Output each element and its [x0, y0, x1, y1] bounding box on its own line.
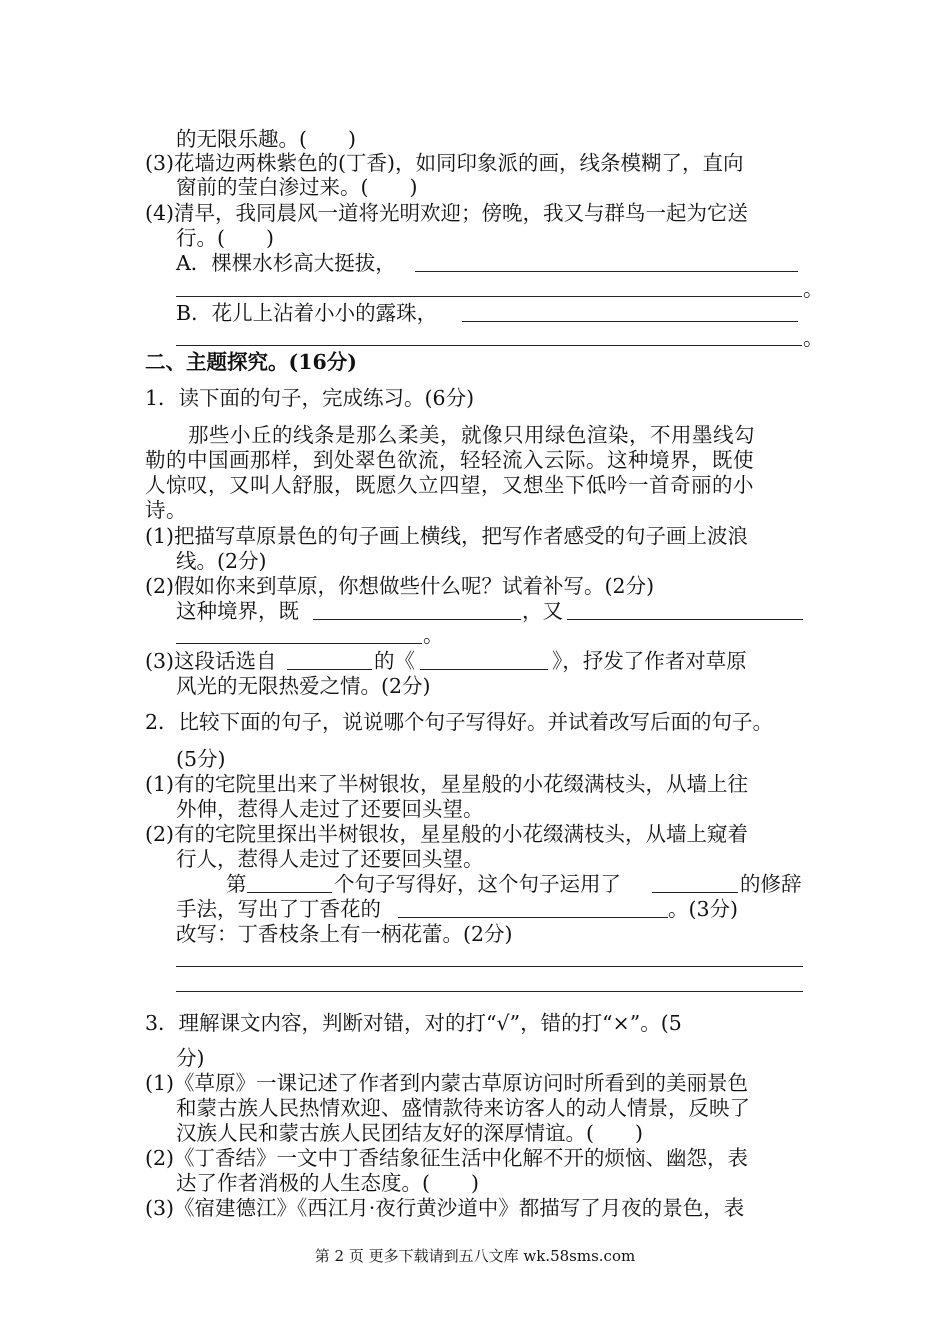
answer-blank[interactable]	[567, 619, 803, 620]
page-footer: 第 2 页 更多下载请到五八文库 wk.58sms.com	[314, 1247, 636, 1265]
text-line: 行人，惹得人走过了还要回头望。	[176, 847, 484, 871]
text-line: 的无限乐趣。( )	[176, 127, 356, 151]
option-a-label: A．棵棵水杉高大挺拔，	[176, 251, 396, 275]
period-mark: 。	[803, 326, 824, 350]
text-line: 外伸，惹得人走过了还要回头望。	[176, 797, 484, 821]
text-line: (5分)	[176, 747, 226, 771]
text-line: (3)花墙边两株紫色的(丁香)，如同印象派的画，线条模糊了，直向	[145, 151, 744, 175]
text-line: 手法，写出了丁香花的	[176, 897, 381, 921]
period-mark: 。	[803, 277, 824, 301]
passage-line: 勒的中国画那样，到处翠色欲流，轻轻流入云际。这种境界，既使	[145, 448, 754, 472]
answer-blank[interactable]	[398, 917, 668, 918]
passage-line: 那些小丘的线条是那么柔美，就像只用绿色渲染，不用墨线勾	[188, 423, 755, 447]
answer-blank[interactable]	[415, 271, 798, 272]
text-line: 改写：丁香枝条上有一柄花蕾。(2分)	[176, 922, 513, 946]
text-line: (1)把描写草原景色的句子画上横线，把写作者感受的句子画上波浪	[145, 524, 749, 548]
period-mark: 。	[423, 623, 444, 647]
answer-blank[interactable]	[247, 892, 332, 893]
answer-blank[interactable]	[420, 669, 548, 670]
text-line: 窗前的莹白渗过来。( )	[176, 175, 418, 199]
text-line: (2)《丁香结》一文中丁香结象征生活中化解不开的烦恼、幽怨，表	[145, 1146, 749, 1170]
text-line: ，又	[522, 599, 563, 623]
answer-blank[interactable]	[313, 619, 521, 620]
text-line: 风光的无限热爱之情。(2分)	[176, 674, 431, 698]
answer-blank[interactable]	[287, 669, 372, 670]
text-line: (4)清早，我同晨风一道将光明欢迎；傍晚，我又与群鸟一起为它送	[145, 201, 749, 225]
answer-blank[interactable]	[176, 966, 803, 967]
answer-blank[interactable]	[176, 643, 422, 644]
text-line: 这种境界，既	[176, 599, 299, 623]
text-line: (2)有的宅院里探出半树银妆，星星般的小花缀满枝头，从墙上窥着	[145, 822, 749, 846]
text-line: 行。( )	[176, 226, 274, 250]
text-line: 和蒙古族人民热情欢迎、盛情款待来访客人的动人情景，反映了	[176, 1096, 750, 1120]
text-line: 达了作者消极的人生态度。( )	[176, 1171, 479, 1195]
passage-line: 人惊叹，又叫人舒服，既愿久立四望，又想坐下低吟一首奇丽的小	[145, 473, 754, 497]
section-heading: 二、主题探究。(16分)	[145, 350, 357, 374]
answer-blank[interactable]	[176, 345, 802, 346]
text-line: 的《	[374, 649, 415, 673]
text-line: 分)	[176, 1046, 205, 1070]
question-title: 1．读下面的句子，完成练习。(6分)	[145, 386, 475, 410]
text-line: 。(3分)	[668, 897, 739, 921]
text-line: (1)有的宅院里出来了半树银妆，星星般的小花缀满枝头，从墙上往	[145, 772, 749, 796]
text-line: 汉族人民和蒙古族人民团结友好的深厚情谊。( )	[176, 1121, 643, 1145]
answer-blank[interactable]	[176, 296, 802, 297]
text-line: 的修辞	[740, 872, 802, 896]
question-title: 3．理解课文内容，判断对错，对的打“√”，错的打“×”。(5	[145, 1011, 682, 1035]
answer-blank[interactable]	[652, 892, 738, 893]
question-title: 2．比较下面的句子，说说哪个句子写得好。并试着改写后面的句子。	[145, 710, 774, 734]
answer-blank[interactable]	[176, 991, 803, 992]
text-line: (1)《草原》一课记述了作者到内蒙古草原访问时所看到的美丽景色	[145, 1071, 749, 1095]
answer-blank[interactable]	[462, 321, 798, 322]
text-line: (2)假如你来到草原，你想做些什么呢？试着补写。(2分)	[145, 574, 655, 598]
text-line: 第	[226, 872, 247, 896]
text-line: (3)这段话选自	[145, 649, 277, 673]
option-b-label: B．花儿上沾着小小的露珠，	[176, 301, 438, 325]
text-line: 线。(2分)	[176, 549, 267, 573]
passage-line: 诗。	[145, 498, 187, 522]
text-line: 》，抒发了作者对草原	[552, 649, 747, 673]
text-line: 个句子写得好，这个句子运用了	[334, 872, 621, 896]
text-line: (3)《宿建德江》《西江月·夜行黄沙道中》都描写了月夜的景色，表	[145, 1196, 745, 1220]
